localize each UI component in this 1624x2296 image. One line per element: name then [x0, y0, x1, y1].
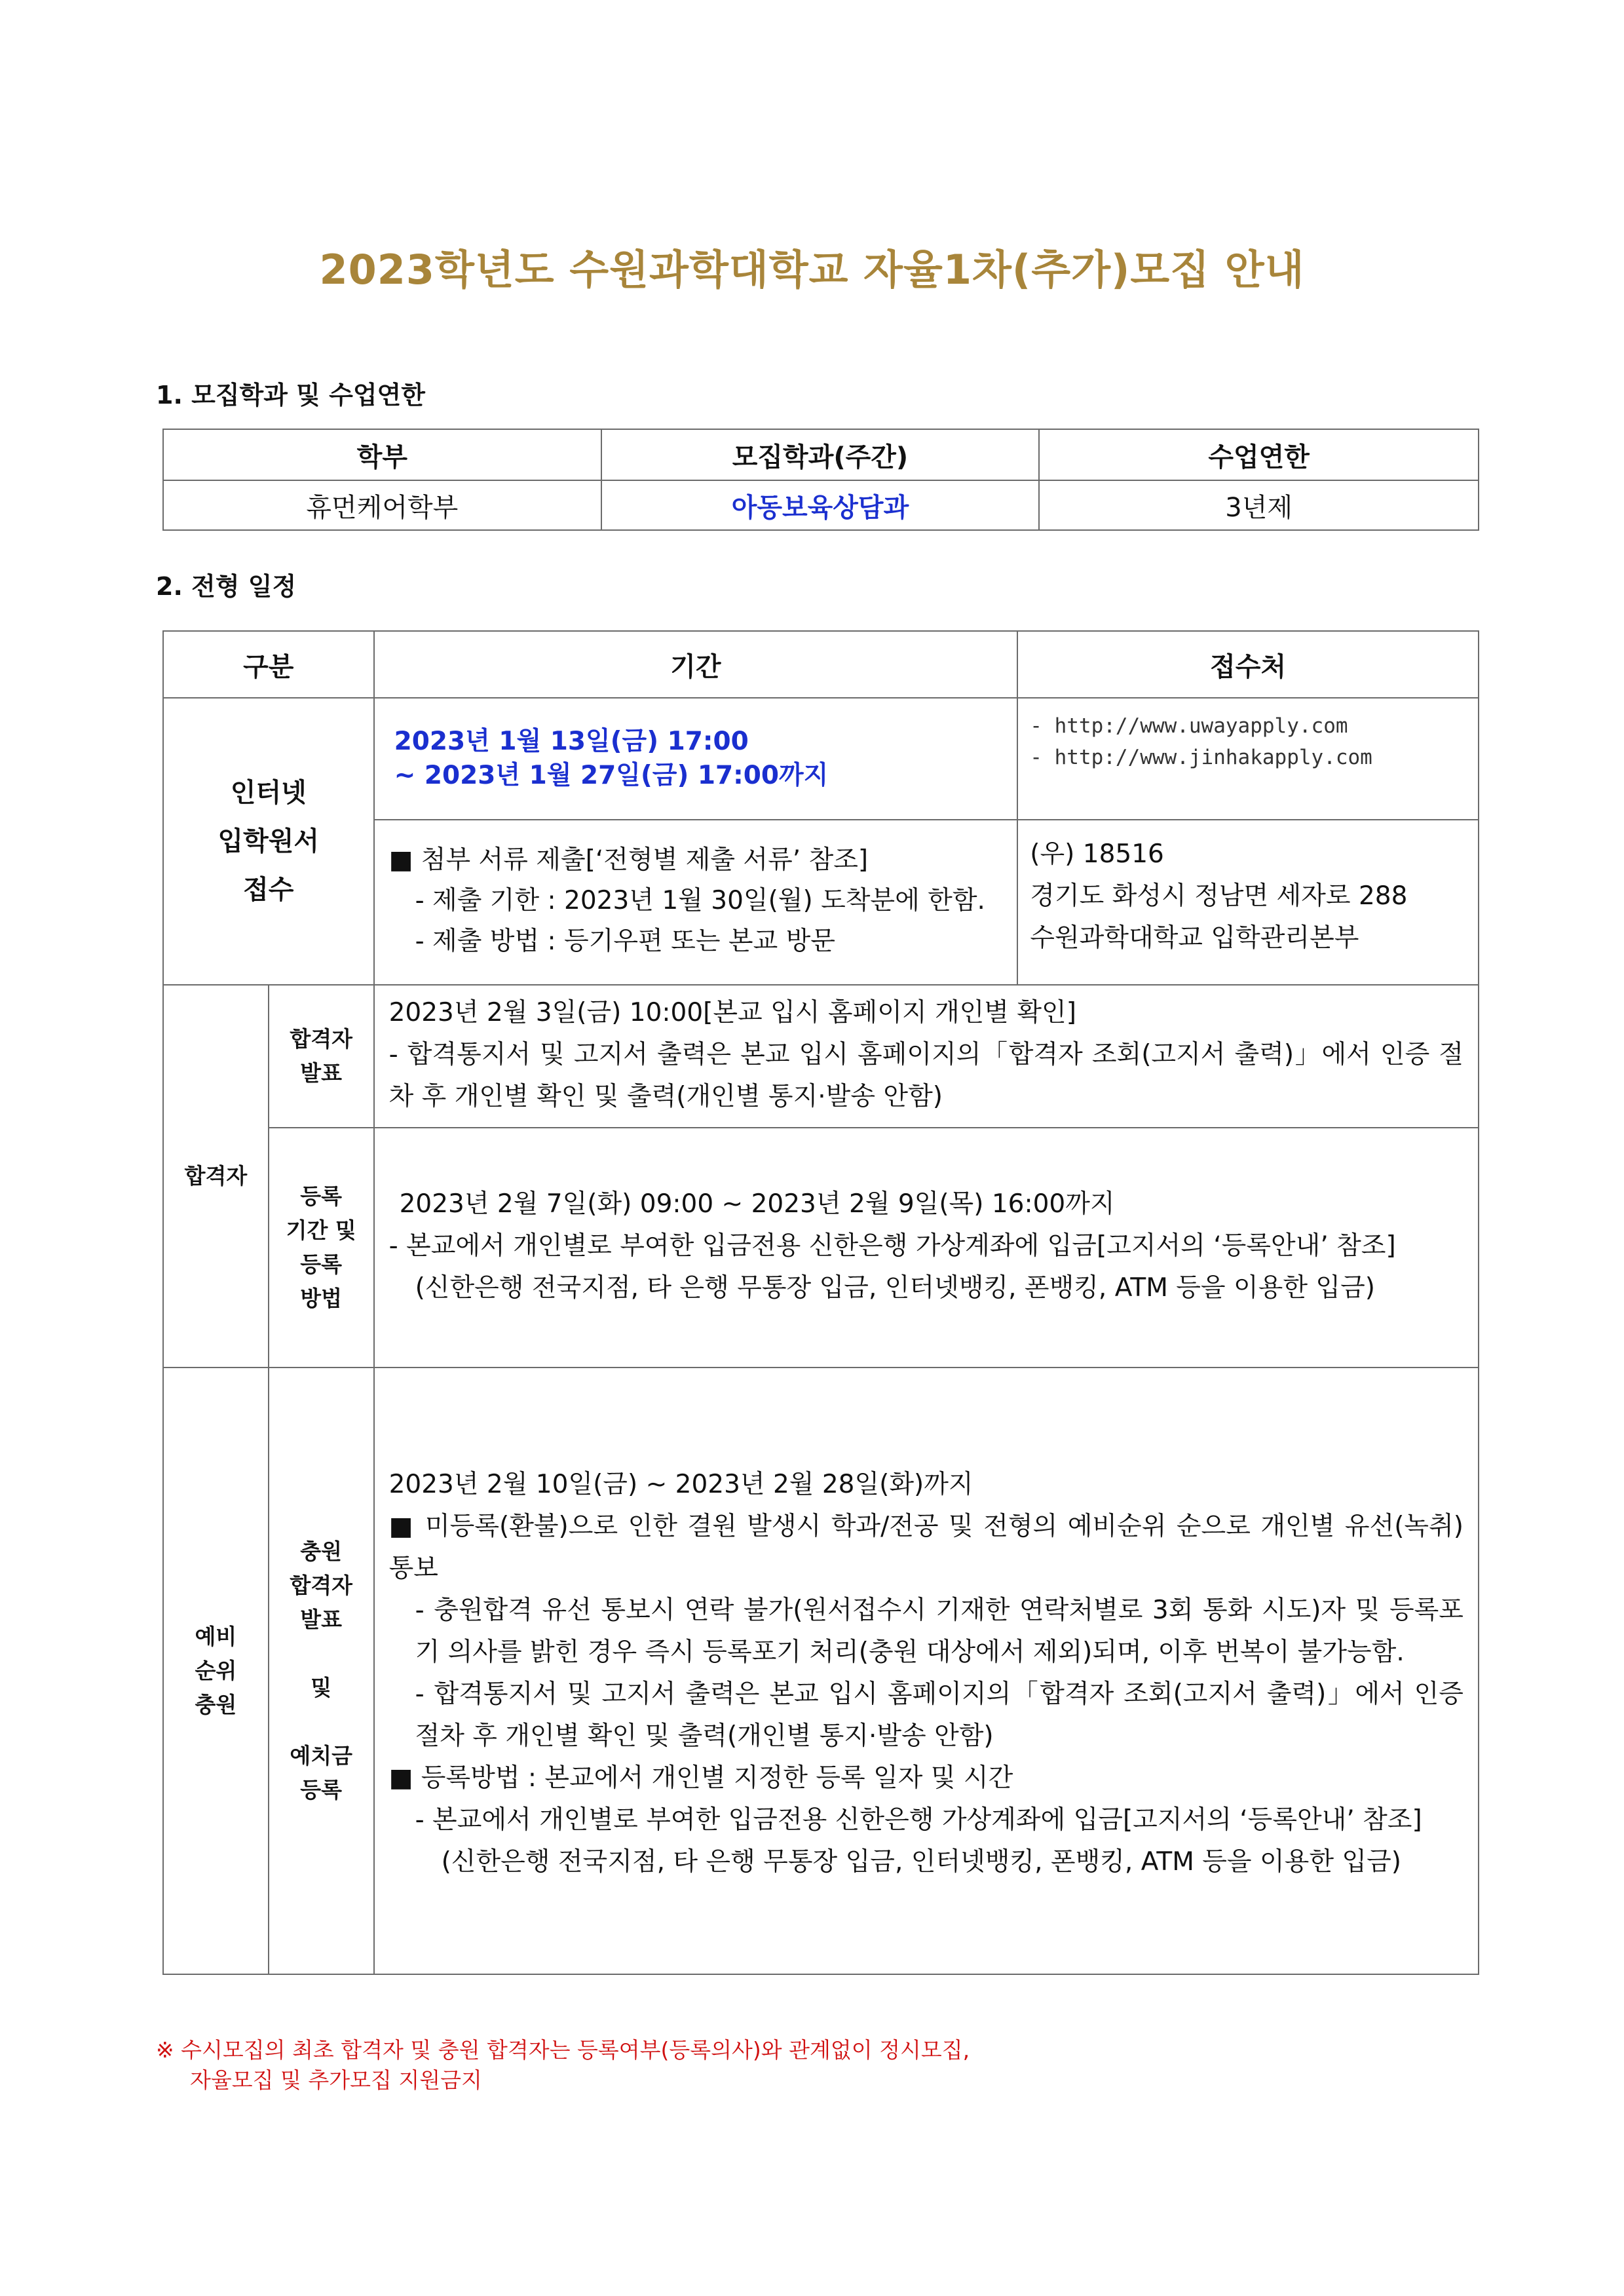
address-line: 수원과학대학교 입학관리본부	[1030, 923, 1359, 953]
header-duration: 수업연한	[1039, 429, 1479, 480]
period-end: ~ 2023년 1월 27일(금) 17:00까지	[394, 761, 829, 790]
department-table	[162, 429, 1479, 531]
section2-heading: 2. 전형 일정	[156, 572, 297, 601]
label-line: 발표	[300, 1607, 343, 1632]
footnote-line: 자율모집 및 추가모집 지원금지	[190, 2067, 482, 2093]
site-link-uwayapply[interactable]: - http://www.uwayapply.com	[1030, 714, 1348, 738]
docs-line: ■ 첨부 서류 제출[‘전형별 제출 서류’ 참조]	[388, 845, 869, 875]
announce-label-cell	[269, 985, 374, 1128]
label-line: 방법	[300, 1286, 343, 1311]
content-line: ■ 등록방법 : 본교에서 개인별 지정한 등록 일자 및 시간	[388, 1763, 1013, 1793]
label-line: 충원	[300, 1539, 343, 1564]
category-line: 인터넷	[230, 778, 307, 808]
table-row	[163, 1368, 1479, 1974]
waitlist-category-cell	[163, 1368, 269, 1974]
content-line: - 본교에서 개인별로 부여한 입금전용 신한은행 가상계좌에 입금[고지서의 ‘등록안내’ 참조]	[388, 1231, 1396, 1261]
content-line: (신한은행 전국지점, 타 은행 무통장 입금, 인터넷뱅킹, 폰뱅킹, ATM 등을 이용한 입금)	[441, 1847, 1401, 1877]
docs-line: - 제출 기한 : 2023년 1월 30일(월) 도착분에 한함.	[415, 886, 985, 915]
documents-cell	[374, 820, 1018, 985]
label-line: 예치금	[290, 1743, 352, 1769]
content-line: - 충원합격 유선 통보시 연락 불가(원서접수시 기재한 연락처별로 3회 통화 시도)자 및 등록포기 의사를 밝힌 경우 즉시 등록포기 처리(충원 대상에서 제외)되며, 이후 번복이 불가능함.	[415, 1596, 1463, 1667]
category-line: 접수	[243, 875, 294, 905]
internet-period-cell	[374, 698, 1018, 820]
address-cell	[1017, 820, 1479, 985]
label-line: 합격자	[290, 1026, 352, 1052]
passers-category-cell: 합격자	[163, 985, 269, 1368]
label-spacer	[269, 1705, 373, 1739]
table-header-row	[163, 631, 1479, 698]
footnote-line: ※ 수시모집의 최초 합격자 및 충원 합격자는 등록여부(등록의사)와 관계없이 정시모집,	[156, 2037, 970, 2063]
content-line: 2023년 2월 7일(화) 09:00 ~ 2023년 2월 9일(목) 16:00까지	[399, 1189, 1115, 1219]
category-line: 순위	[195, 1658, 237, 1683]
table-header-row	[163, 429, 1479, 480]
department-cell: 아동보육상담과	[601, 480, 1040, 530]
label-spacer	[269, 1637, 373, 1671]
page-title: 2023학년도 수원과학대학교 자율1차(추가)모집 안내	[319, 246, 1305, 294]
category-line: 충원	[195, 1692, 237, 1717]
label-line: 및	[311, 1675, 332, 1700]
site-link-jinhakapply[interactable]: - http://www.jinhakapply.com	[1030, 746, 1372, 769]
waitlist-content-cell	[374, 1368, 1479, 1974]
schedule-table	[162, 630, 1479, 1975]
category-line: 입학원서	[217, 826, 320, 856]
label-line: 등록	[300, 1183, 343, 1209]
table-row	[163, 985, 1479, 1128]
content-line: 2023년 2월 10일(금) ~ 2023년 2월 28일(화)까지	[388, 1470, 973, 1499]
content-line: - 합격통지서 및 고지서 출력은 본교 입시 홈페이지의「합격자 조회(고지서 출력)」에서 인증 절차 후 개인별 확인 및 출력(개인별 통지·발송 안함)	[388, 1040, 1463, 1111]
header-category: 구분	[163, 631, 374, 698]
internet-category-cell	[163, 698, 374, 985]
table-row	[163, 1128, 1479, 1368]
content-line: (신한은행 전국지점, 타 은행 무통장 입금, 인터넷뱅킹, 폰뱅킹, ATM 등을 이용한 입금)	[415, 1273, 1375, 1303]
register-label-cell	[269, 1128, 374, 1368]
header-office: 접수처	[1017, 631, 1479, 698]
header-department: 모집학과(주간)	[601, 429, 1040, 480]
division-cell: 휴먼케어학부	[163, 480, 601, 530]
label-line: 등록	[300, 1777, 343, 1803]
docs-line: - 제출 방법 : 등기우편 또는 본교 방문	[415, 927, 835, 956]
label-line: 기간 및	[286, 1217, 356, 1243]
register-content-cell	[374, 1128, 1479, 1368]
header-period: 기간	[374, 631, 1018, 698]
content-line: 2023년 2월 3일(금) 10:00[본교 입시 홈페이지 개인별 확인]	[388, 998, 1076, 1027]
label-line: 등록	[300, 1252, 343, 1277]
content-line: - 합격통지서 및 고지서 출력은 본교 입시 홈페이지의「합격자 조회(고지서 출력)」에서 인증 절차 후 개인별 확인 및 출력(개인별 통지·발송 안함)	[415, 1679, 1463, 1751]
postal-code: (우) 18516	[1030, 839, 1164, 869]
table-row	[163, 480, 1479, 530]
waitlist-label-cell	[269, 1368, 374, 1974]
announce-content-cell	[374, 985, 1479, 1128]
label-line: 발표	[300, 1060, 343, 1086]
period-start: 2023년 1월 13일(금) 17:00	[394, 727, 749, 756]
content-line: - 본교에서 개인별로 부여한 입금전용 신한은행 가상계좌에 입금[고지서의 ‘등록안내’ 참조]	[415, 1805, 1422, 1835]
content-line: ■ 미등록(환불)으로 인한 결원 발생시 학과/전공 및 전형의 예비순위 순으로 개인별 유선(녹취) 통보	[388, 1512, 1463, 1583]
address-line: 경기도 화성시 정남면 세자로 288	[1030, 881, 1408, 911]
label-line: 합격자	[290, 1573, 352, 1598]
table-row	[163, 698, 1479, 820]
category-line: 예비	[195, 1624, 237, 1649]
application-sites-cell	[1017, 698, 1479, 820]
footnote	[156, 2035, 970, 2095]
duration-cell: 3년제	[1039, 480, 1479, 530]
header-division: 학부	[163, 429, 601, 480]
section1-heading: 1. 모집학과 및 수업연한	[156, 381, 425, 410]
